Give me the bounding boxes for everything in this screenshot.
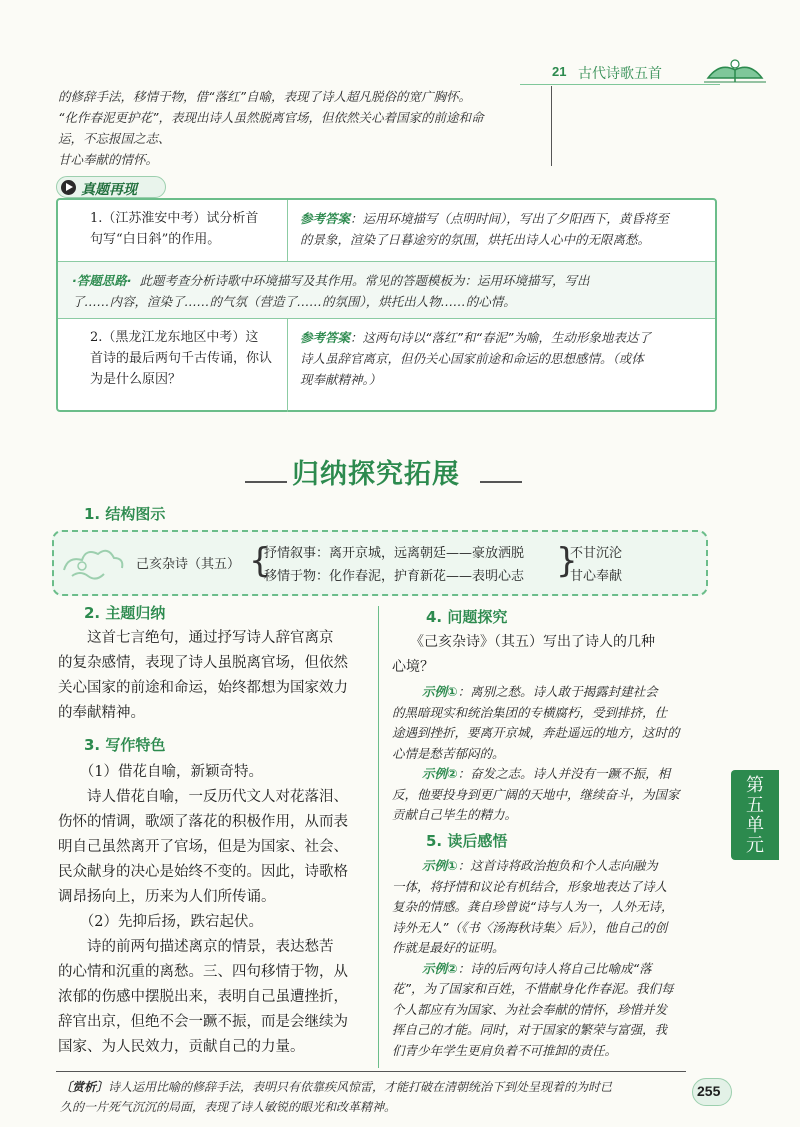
text-line: ：奋发之志。诗人并没有一蹶不振，相 [457,766,671,781]
inquiry-examples [392,682,718,826]
example-label: 示例① [422,858,458,873]
answer-text: 诗人虽辞官离京，但仍关心国家前途和命运的思想感情。（或体 [300,351,644,366]
writing-point-1: （1）借花自喻，新颖奇特。 [58,764,263,780]
text-line: 辞官出京，但绝不会一蹶不振，而是会继续为 [58,1014,348,1030]
unit-label: 第五单元 [746,775,764,856]
text-line: 心情是愁苦郁闷的。 [392,745,505,761]
tip-label: ·答题思路· [72,273,132,288]
text-line: 关心国家的前途和命运，始终都想为国家效力 [58,680,348,696]
exam-row-1 [58,200,715,262]
footer-appreciation [60,1077,690,1117]
structure-branch-1: 抒情叙事：离开京城，远离朝廷——豪放洒脱 [264,546,525,561]
text-line: ：诗的后两句诗人将自己比喻成“落 [457,960,652,976]
page-number-badge [692,1078,732,1106]
header-rule [520,84,720,85]
text-line: 的心情和沉重的离愁。三、四句移情于物，从 [58,964,348,980]
section-title-text: 归纳探究拓展 [292,459,460,490]
exam-answer-2 [290,319,715,412]
structure-branch-2: 移情于物：化作春泥，护育新花——表明心志 [264,569,525,584]
text-line: 诗的前两句描述离京的情景，表达愁苦 [58,939,334,955]
inquiry-heading: 4. 问题探究 [426,608,508,626]
example-label: 示例② [422,960,458,976]
question-text: 2.（黑龙江龙东地区中考）这 [90,330,259,345]
text-line: 心境？ [392,659,434,675]
text-line: 花”，为了国家和百姓，不惜献身化作春泥。我们每 [392,981,674,996]
column-divider [378,606,379,1068]
note-line: 运，不忘报国之志、 [58,131,171,146]
text-line: 民众献身的决心是始终不变的。因此，诗歌格 [58,864,348,880]
theme-heading: 2. 主题归纳 [84,604,166,622]
answer-text: 的景象，渲染了日暮途穷的氛围，烘托出诗人心中的无限离愁。 [300,232,651,247]
text-line: 《己亥杂诗》（其五）写出了诗人的几种 [410,634,655,650]
answer-text: ：这两句诗以“落红”和“春泥”为喻，生动形象地表达了 [350,330,651,345]
unit-side-tab [731,770,779,860]
text-line: 浓郁的伤感中摆脱出来，表明自己虽遭挫折， [58,989,348,1005]
text-line: 复杂的情感。龚自珍曾说“诗与人为一，人外无诗， [392,899,674,914]
title-rule-left [245,481,287,483]
reflection-examples [392,856,718,1061]
lesson-title: 古代诗歌五首 [578,66,662,82]
answer-approach [58,262,715,318]
text-line: 调昂扬向上，历来为人们所传诵。 [58,889,276,905]
lesson-number: 21 [552,64,567,79]
section-title [0,452,800,492]
note-line: “化作春泥更护花”，表现出诗人虽然脱离官场，但依然关心着国家的前途和命 [58,110,484,125]
answer-label: 参考答案 [300,330,351,345]
inquiry-question [392,630,712,680]
exam-row-2 [58,319,715,412]
page-number: 255 [697,1083,721,1099]
answer-text: 现奉献精神。） [300,372,382,387]
text-line: 贡献自己毕生的精力。 [392,807,518,822]
question-text: 1.（江苏淮安中考）试分析首 [90,211,259,226]
structure-heading: 1. 结构图示 [84,505,166,523]
text-line: 这首七言绝句，通过抒写诗人辞官离京 [58,630,334,646]
page-header [520,58,790,88]
writing-heading: 3. 写作特色 [84,736,166,754]
text-line: 诗人运用比喻的修辞手法，表明只有依靠疾风惊雷，才能打破在清朝统治下到处呈现着的为时已 [108,1080,613,1094]
right-brace: } [556,541,578,581]
structure-root: 己亥杂诗（其五） [136,557,241,572]
writing-paragraphs [58,760,376,1060]
text-line: 的黑暗现实和统治集团的专横腐朽，受到排挤，仕 [392,704,668,720]
answer-text: ：运用环境描写（点明时间），写出了夕阳西下，黄昏将至 [350,211,669,226]
tip-text: 此题考查分析诗歌中环境描写及其作用。常见的答题模板为：运用环境描写，写出 [139,273,590,288]
note-line: 的修辞手法，移情于物，借“落红”自喻，表现了诗人超凡脱俗的宽广胸怀。 [58,89,471,104]
book-ornament-icon [700,56,770,88]
question-text: 为是什么原因？ [90,372,182,387]
text-line: 一体，将抒情和议论有机结合，形象地表达了诗人 [392,878,668,894]
text-line: ：这首诗将政治抱负和个人志向融为 [457,858,658,873]
text-line: 个人都应有为国家、为社会奉献的情怀，珍惜并发 [392,1001,668,1017]
structure-diagram [52,530,708,596]
answer-label: 参考答案 [300,211,351,226]
example-label: 示例② [422,766,458,781]
text-line: 挥自己的才能。同时，对于国家的繁荣与富强，我 [392,1022,668,1037]
text-line: 的复杂感情，表现了诗人虽脱离官场，但依然 [58,655,348,671]
writing-point-2: （2）先抑后扬，跌宕起伏。 [58,914,263,930]
text-line: 作就是最好的证明。 [392,940,505,955]
exam-tip-row [58,262,715,319]
text-line: 诗外无人”（《书〈汤海秋诗集〉后》），他自己的创 [392,919,668,935]
text-line: 反，他要投身到更广阔的天地中，继续奋斗，为国家 [392,786,680,802]
text-line: 途遇到挫折，要离开京城，奔赴遥远的地方，这时的 [392,725,680,740]
left-brace: { [249,541,271,581]
handwritten-notes [58,86,548,170]
title-rule-right [480,481,522,483]
text-line: 的奉献精神。 [58,705,145,721]
tip-text: 了……内容，渲染了……的气氛（营造了……的氛围），烘托出人物……的心情。 [72,294,516,309]
text-line: 们青少年学生更肩负着不可推卸的责任。 [392,1042,618,1058]
structure-result-2: 甘心奉献 [570,569,623,584]
exam-section-tab [56,176,166,198]
text-line: 伤怀的情调，歌颂了落花的积极作用，从而表 [58,814,348,830]
exam-question-1 [58,200,288,261]
exam-questions-box [56,198,717,412]
note-line: 甘心奉献的情怀。 [58,152,159,167]
question-text: 句写“白日斜”的作用。 [90,232,221,247]
question-text: 首诗的最后两句千古传诵，你认 [90,351,273,366]
cloud-swirl-icon [58,536,132,592]
exam-answer-1 [290,200,715,261]
footer-label: 〔赏析〕 [60,1080,109,1094]
reflection-heading: 5. 读后感悟 [426,832,508,850]
play-icon [61,180,76,195]
margin-rule [551,86,552,166]
example-label: 示例① [422,684,458,699]
exam-question-2 [58,319,288,412]
theme-paragraph [58,626,376,726]
structure-result-1: 不甘沉沦 [570,546,623,561]
text-line: 久的一片死气沉沉的局面，表现了诗人敏锐的眼光和改革精神。 [60,1100,397,1114]
text-line: 国家、为人民效力，贡献自己的力量。 [58,1039,305,1055]
text-line: ：离别之愁。诗人敢于揭露封建社会 [457,684,658,699]
text-line: 诗人借花自喻，一反历代文人对花落泪、 [58,789,348,805]
footer-rule [56,1071,686,1072]
text-line: 明自己虽然离开了官场，但是为国家、社会、 [58,839,348,855]
exam-section-label: 真题再现 [81,182,137,198]
